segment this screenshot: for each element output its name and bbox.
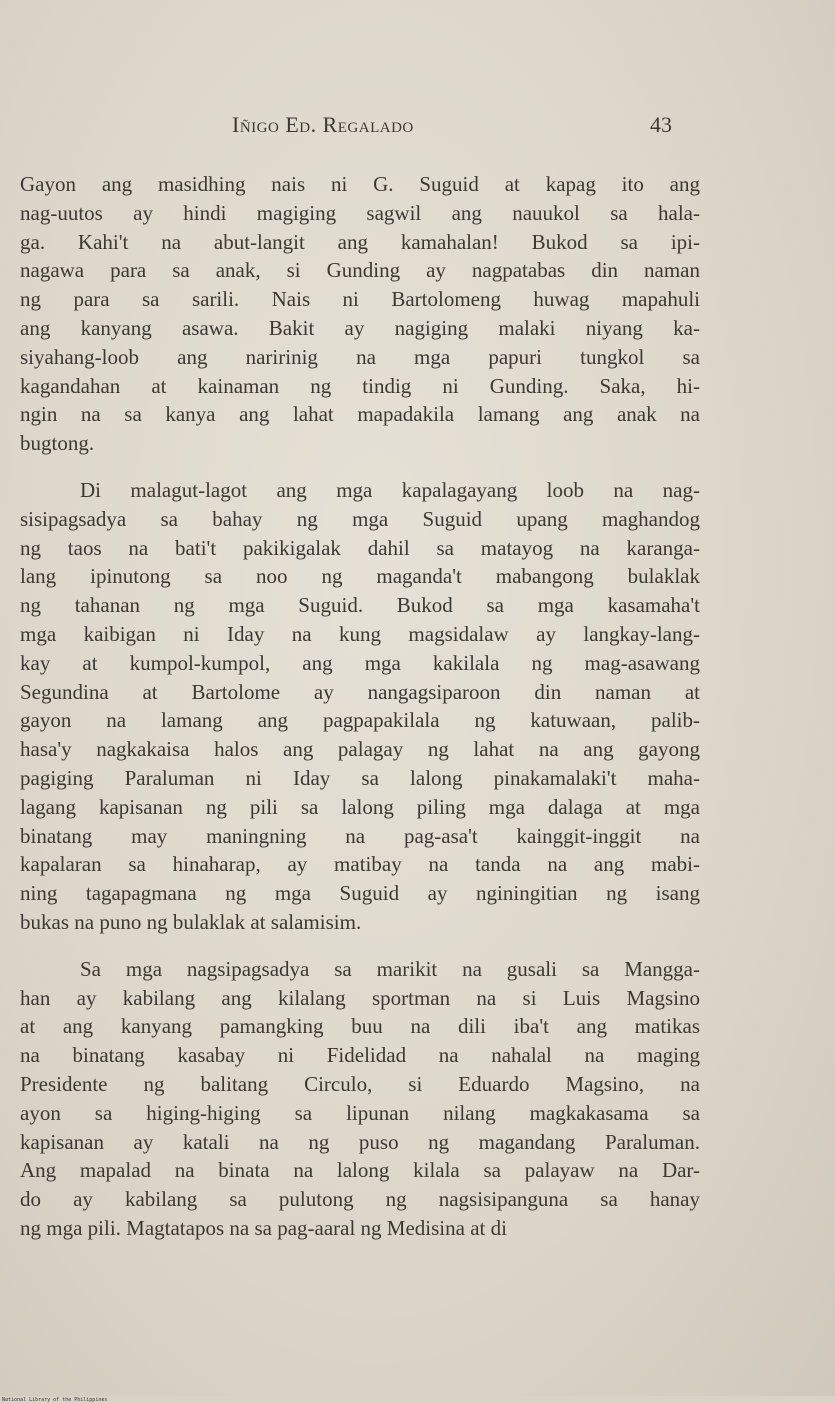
text-line: ng taos na bati't pakikigalak dahil sa matayog na karanga- xyxy=(20,535,700,560)
text-line: Presidente ng balitang Circulo, si Eduardo Magsino, na xyxy=(20,1071,700,1096)
text-line: na binatang kasabay ni Fidelidad na nahalal na maging xyxy=(20,1043,700,1068)
text-line: ng para sa sarili. Nais ni Bartolomeng huwag mapahuli xyxy=(20,287,700,312)
text-line: kapalaran sa hinaharap, ay matibay na tanda na ang mabi- xyxy=(20,852,700,877)
text-line: lang ipinutong sa noo ng maganda't mabangong bulaklak xyxy=(20,564,700,589)
text-line: gayon na lamang ang pagpapakilala ng katuwaan, palib- xyxy=(20,708,700,733)
text-line: kay at kumpol-kumpol, ang mga kakilala ng mag-asawang xyxy=(20,650,700,675)
text-line: ga. Kahi't na abut-langit ang kamahalan! Bukod sa ipi- xyxy=(20,229,700,254)
running-title: Iñigo Ed. Regalado xyxy=(232,112,414,137)
text-line: han ay kabilang ang kilalang sportman na si Luis Magsino xyxy=(20,985,700,1010)
body-text xyxy=(20,170,700,1243)
text-line: Gayon ang masidhing nais ni G. Suguid at kapag ito ang xyxy=(20,172,700,196)
text-line: sisipagsadya sa bahay ng mga Suguid upang maghandog xyxy=(20,506,700,531)
text-line: binatang may maningning na pag-asa't kainggit-inggit na xyxy=(20,823,700,848)
text-line: Sa mga nagsipagsadya sa marikit na gusali sa Mangga- xyxy=(80,956,700,981)
text-line: ng mga pili. Magtatapos na sa pag-aaral ng Medisina at di xyxy=(20,1215,507,1240)
text-line: ang kanyang asawa. Bakit ay nagiging malaki niyang ka- xyxy=(20,315,700,340)
text-line: bugtong. xyxy=(20,431,95,456)
text-line: mga kaibigan ni Iday na kung magsidalaw ay langkay-lang- xyxy=(20,621,700,646)
text-line: kapisanan ay katali na ng puso ng magandang Paraluman. xyxy=(20,1129,700,1154)
text-line: do ay kabilang sa pulutong ng nagsisipanguna sa hanay xyxy=(20,1187,700,1212)
text-line: hasa'y nagkakaisa halos ang palagay ng lahat na ang gayong xyxy=(20,737,700,762)
text-line: pagiging Paraluman ni Iday sa lalong pinakamalaki't maha- xyxy=(20,765,700,790)
paragraph-gap xyxy=(20,937,700,955)
text-line: nagawa para sa anak, si Gunding ay nagpatabas din naman xyxy=(20,258,700,283)
paragraph xyxy=(20,170,700,458)
library-watermark: National Library of the Philippines xyxy=(2,1397,108,1403)
text-line: lagang kapisanan ng pili sa lalong piling mga dalaga at mga xyxy=(20,794,700,819)
text-line: bukas na puno ng bulaklak at salamisim. xyxy=(20,909,362,934)
paragraph xyxy=(20,955,700,1243)
text-line: Segundina at Bartolome ay nangagsiparoon din naman at xyxy=(20,679,700,704)
text-line: at ang kanyang pamangking buu na dili iba't ang matikas xyxy=(20,1014,700,1039)
text-line: siyahang-loob ang naririnig na mga papuri tungkol sa xyxy=(20,344,700,369)
text-line: ayon sa higing-higing sa lipunan nilang magkakasama sa xyxy=(20,1100,700,1125)
text-line: nag-uutos ay hindi magiging sagwil ang nauukol sa hala- xyxy=(20,200,700,225)
page-number: 43 xyxy=(650,112,672,137)
text-line: kagandahan at kainaman ng tindig ni Gunding. Saka, hi- xyxy=(20,373,700,398)
text-line: ning tagapagmana ng mga Suguid ay nginingitian ng isang xyxy=(20,881,700,906)
text-line: ng tahanan ng mga Suguid. Bukod sa mga kasamaha't xyxy=(20,593,700,618)
text-line: Ang mapalad na binata na lalong kilala sa palayaw na Dar- xyxy=(20,1158,700,1183)
paragraph-gap xyxy=(20,458,700,476)
page-header xyxy=(0,112,835,142)
text-line: Di malagut-lagot ang mga kapalagayang loob na nag- xyxy=(80,477,700,502)
text-line: ngin na sa kanya ang lahat mapadakila lamang ang anak na xyxy=(20,402,700,427)
paragraph xyxy=(20,476,700,937)
